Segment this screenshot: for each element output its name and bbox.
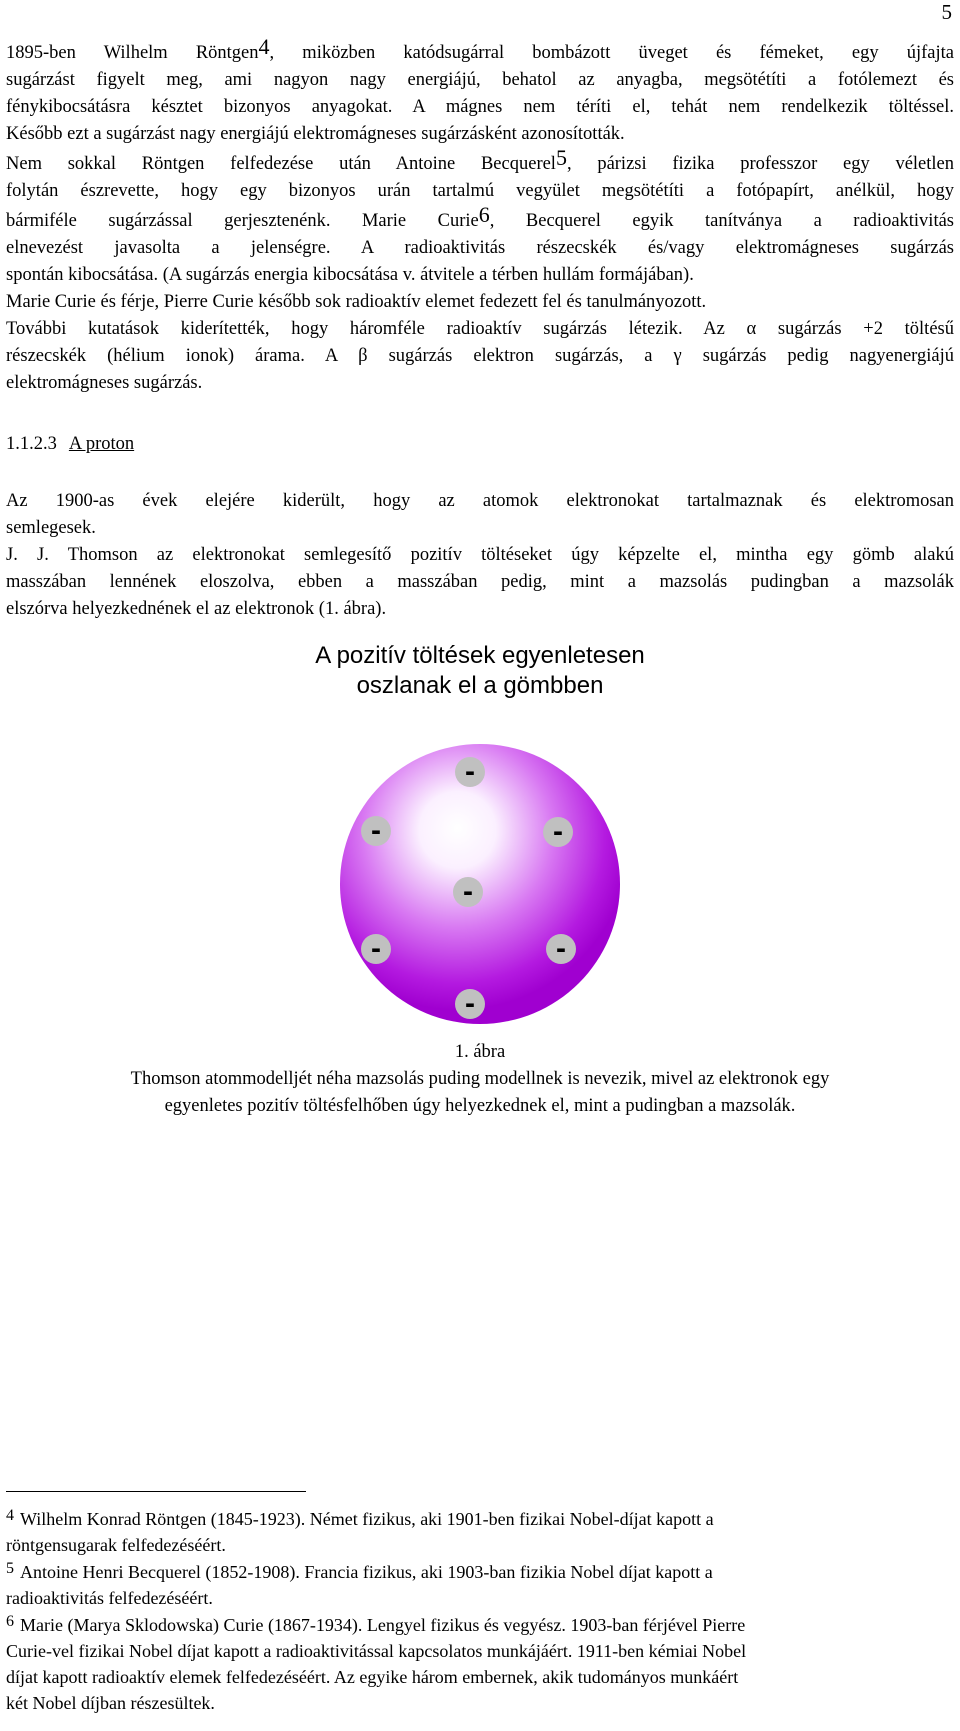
becquerel-line-6: Marie Curie és férje, Pierre Curie később sok radioaktív elemet fedezett fel és tanulmányozott.: [6, 292, 707, 312]
proton-line-3: J. J. Thomson az elektronokat semlegesítő pozitív töltéseket úgy képzelte el, mintha egy gömb alakú: [6, 545, 954, 565]
footnote-6: 6 Marie (Marya Sklodowska) Curie (1867-1934). Lengyel fizikus és vegyész. 1903-ban férjével Pierre: [6, 1613, 746, 1635]
page-number: 5: [941, 0, 952, 24]
section-heading: [6, 434, 134, 455]
section-title: A proton: [68, 434, 135, 454]
figure-caption-line-1: Thomson atommodelljét néha mazsolás puding modellnek is nevezik, mivel az elektronok egy: [130, 1069, 830, 1089]
footnote-number: 5: [6, 1560, 14, 1577]
becquerel-line-4: elnevezést javasolta a jelenségre. A radioaktivitás részecskék és/vagy elektromágneses sugárzás: [6, 238, 954, 258]
proton-line-2: semlegesek.: [6, 518, 96, 538]
footnote-6-cont-3: két Nobel díjban részesültek.: [6, 1693, 215, 1713]
footnote-number: 4: [6, 1507, 14, 1524]
figure-caption-line-2: egyenletes pozitív töltésfelhőben úgy helyezkednek el, mint a pudingban a mazsolák.: [164, 1096, 796, 1116]
becquerel-line-9: elektromágneses sugárzás.: [6, 373, 203, 393]
becquerel-line-2: folytán észrevette, hogy egy bizonyos urán tartalmú vegyület megsötétíti a fotópapírt, anélkül, hogy: [6, 181, 954, 201]
footnote-ref-6[interactable]: 6: [478, 202, 490, 227]
plum-pudding-sphere: [330, 734, 630, 1034]
footnote-5: 5 Antoine Henri Becquerel (1852-1908). Francia fizikus, aki 1903-ban fizikia Nobel díjat kapott a: [6, 1560, 713, 1582]
figure-label: 1. ábra: [454, 1042, 506, 1062]
electron-sign: -: [371, 932, 381, 965]
becquerel-line-7: További kutatások kiderítették, hogy háromféle radioaktív sugárzás létezik. Az α sugárzás +2 töltésű: [6, 319, 954, 339]
electron-sign: -: [556, 932, 566, 965]
footnote-separator: [6, 1491, 306, 1492]
becquerel-line-1: Nem sokkal Röntgen felfedezése után Antoine Becquerel5, párizsi fizika professzor egy véletlen: [6, 145, 954, 174]
footnote-5-cont: radioaktivitás felfedezéséért.: [6, 1588, 213, 1608]
footnote-4-cont: röntgensugarak felfedezéséért.: [6, 1535, 226, 1555]
section-number: 1.1.2.3: [6, 434, 57, 454]
intro-line-3: fénykibocsátásra késztet bizonyos anyagokat. A mágnes nem téríti el, tehát nem rendelkezik töltéssel.: [6, 97, 954, 117]
intro-line-1: 1895-ben Wilhelm Röntgen4, miközben katódsugárral bombázott üveget és fémeket, egy újfajta: [6, 34, 954, 63]
footnote-number: 6: [6, 1613, 14, 1630]
electron-sign: -: [465, 755, 475, 788]
footnote-6-cont-2: díjat kapott radioaktív elemek felfedezéséért. Az egyike három embernek, akik tudományos munkáért: [6, 1667, 739, 1687]
proton-line-5: elszórva helyezkednének el az elektronok (1. ábra).: [6, 599, 387, 619]
footnote-ref-4[interactable]: 4: [258, 34, 270, 59]
footnote-6-cont-1: Curie-vel fizikai Nobel díjat kapott a radioaktivitással kapcsolatos munkájáért. 1911-ben kémiai Nobel: [6, 1641, 747, 1661]
intro-line-4: Később ezt a sugárzást nagy energiájú elektromágneses sugárzásként azonosították.: [6, 124, 625, 144]
thomson-model-figure: [0, 642, 960, 1072]
becquerel-line-8: részecskék (hélium ionok) árama. A β sugárzás elektron sugárzás, a γ sugárzás pedig nagyenergiájú: [6, 346, 954, 366]
intro-line-2: sugárzást figyelt meg, ami nagyon nagy energiájú, behatol az anyagba, megsötétíti a fotólemezt és: [6, 70, 954, 90]
proton-line-4: masszában lennének eloszolva, ebben a masszában pedig, mint a mazsolás pudingban a mazsolák: [6, 572, 954, 592]
proton-line-1: Az 1900-as évek elejére kiderült, hogy az atomok elektronokat tartalmaznak és elektromosan: [6, 491, 954, 511]
figure-title-line-2: oszlanak el a gömbben: [356, 672, 604, 699]
becquerel-line-3: bármiféle sugárzással gerjesztenénk. Marie Curie6, Becquerel egyik tanítványa a radioaktivitás: [6, 202, 954, 231]
electron-sign: -: [463, 875, 473, 908]
figure-title-line-1: A pozitív töltések egyenletesen: [315, 642, 645, 669]
footnote-ref-5[interactable]: 5: [555, 145, 567, 170]
electron-sign: -: [553, 815, 563, 848]
electron-sign: -: [371, 814, 381, 847]
electron-sign: -: [465, 987, 475, 1020]
becquerel-line-5: spontán kibocsátása. (A sugárzás energia kibocsátása v. átvitele a térben hullám formájában).: [6, 265, 694, 285]
footnote-4: 4 Wilhelm Konrad Röntgen (1845-1923). Német fizikus, aki 1901-ben fizikai Nobel-díjat kapott a: [6, 1507, 714, 1529]
